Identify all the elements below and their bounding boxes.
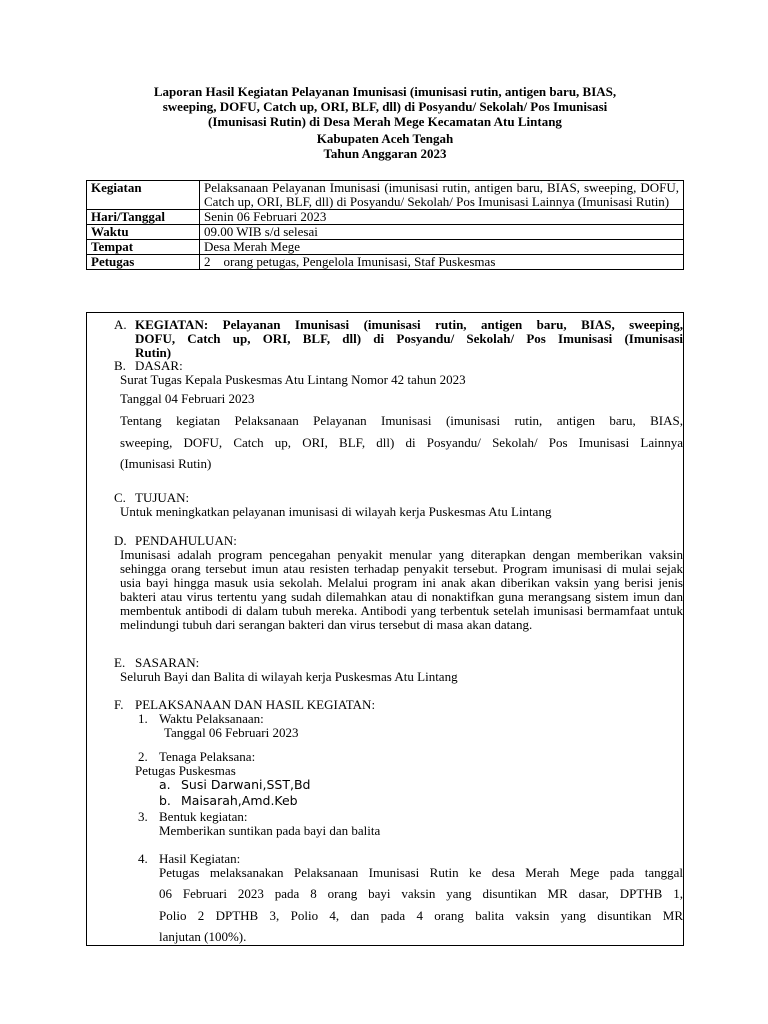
f-item-4-line-2: 06 Februari 2023 pada 8 orang bayi vaksin yang disuntikan MR dasar, DPTHB 1, <box>159 886 683 901</box>
section-d-marker: D. <box>114 533 127 548</box>
f-item-4-line-1: Petugas melaksanakan Pelaksanaan Imunisasi Rutin ke desa Merah Mege pada tanggal <box>159 865 683 880</box>
section-f-marker: F. <box>114 697 124 712</box>
title-line-5: Tahun Anggaran 2023 <box>323 146 447 161</box>
title-line-2: sweeping, DOFU, Catch up, ORI, BLF, dll) di Posyandu/ Sekolah/ Pos Imunisasi <box>162 99 608 114</box>
info-row-hari <box>87 210 684 225</box>
f-item-2a-marker: a. <box>159 777 171 792</box>
section-b-line-2: Tanggal 04 Februari 2023 <box>120 391 255 406</box>
hari-tanggal-label: Hari/Tanggal <box>87 210 200 225</box>
report-title <box>100 84 670 161</box>
waktu-label: Waktu <box>87 225 200 240</box>
f-item-2-number: 2. <box>138 749 148 764</box>
section-f-heading: PELAKSANAAN DAN HASIL KEGIATAN: <box>135 697 376 712</box>
section-d-body: Imunisasi adalah program pencegahan penyakit menular yang diterapkan dengan memberikan vaksin sehingga orang tersebut imun atau resisten terhadap penyakit tersebut. Program imunisasi di mulai sejak usia bayi hingga masuk usia sekolah. Melalui program ini anak akan diberikan vaksin yang berisi jenis bakteri atau virus tertentu yang sudah dilemahkan atau di nonaktifkan guna merangsang sistem imun dan membentuk antibodi di dalam tubuh mereka. Antibodi yang terbentuk setelah imunisasi bermamfaat untuk melindungi tubuh dari serangan bakteri dan virus tersebut di masa akan datang. <box>120 547 683 632</box>
section-b-line-5: (Imunisasi Rutin) <box>120 456 212 471</box>
kegiatan-label: Kegiatan <box>87 181 200 210</box>
section-b-marker: B. <box>114 358 126 373</box>
section-d-heading: PENDAHULUAN: <box>135 533 237 548</box>
tempat-value: Desa Merah Mege <box>200 240 684 255</box>
section-b-heading: DASAR: <box>135 358 183 373</box>
f-item-4-line-4: lanjutan (100%). <box>159 929 247 944</box>
section-b-line-4: sweeping, DOFU, Catch up, ORI, BLF, dll) di Posyandu/ Sekolah/ Pos Imunisasi Lainnya <box>120 435 683 450</box>
f-item-4-number: 4. <box>138 851 148 866</box>
hari-tanggal-value: Senin 06 Februari 2023 <box>200 210 684 225</box>
section-b-line-3: Tentang kegiatan Pelaksanaan Pelayanan Imunisasi (imunisasi rutin, antigen baru, BIAS, <box>120 413 683 428</box>
section-e-marker: E. <box>114 655 126 670</box>
section-a-line-2: DOFU, Catch up, ORI, BLF, dll) di Posyandu/ Sekolah/ Pos Imunisasi (Imunisasi <box>135 331 683 346</box>
section-a-marker: A. <box>114 317 127 332</box>
info-row-petugas <box>87 255 684 270</box>
section-c-body: Untuk meningkatkan pelayanan imunisasi di wilayah kerja Puskesmas Atu Lintang <box>120 504 552 519</box>
kegiatan-value: Pelaksanaan Pelayanan Imunisasi (imunisasi rutin, antigen baru, BIAS, sweeping, DOFU, Catch up, ORI, BLF, dll) di Posyandu/ Sekolah/ Pos Imunisasi Lainnya (Imunisasi Rutin) <box>200 181 684 210</box>
title-line-4: Kabupaten Aceh Tengah <box>316 131 454 146</box>
f-item-3-value: Memberikan suntikan pada bayi dan balita <box>159 823 381 838</box>
f-item-4-label: Hasil Kegiatan: <box>159 851 241 866</box>
f-item-3-label: Bentuk kegiatan: <box>159 809 248 824</box>
info-row-kegiatan <box>87 181 684 210</box>
f-item-2-label: Tenaga Pelaksana: <box>159 749 256 764</box>
info-row-waktu <box>87 225 684 240</box>
section-a-line-3: Rutin) <box>135 345 172 360</box>
f-item-1-value: Tanggal 06 Februari 2023 <box>164 725 299 740</box>
f-item-1-number: 1. <box>138 711 148 726</box>
section-e-body: Seluruh Bayi dan Balita di wilayah kerja Puskesmas Atu Lintang <box>120 669 458 684</box>
petugas-value: 2 orang petugas, Pengelola Imunisasi, Staf Puskesmas <box>200 255 684 270</box>
info-row-tempat <box>87 240 684 255</box>
f-item-2a-name: Susi Darwani,SST,Bd <box>181 777 311 792</box>
waktu-value: 09.00 WIB s/d selesai <box>200 225 684 240</box>
section-c-marker: C. <box>114 490 126 505</box>
section-a-line-1: KEGIATAN: Pelayanan Imunisasi (imunisasi rutin, antigen baru, BIAS, sweeping, <box>135 317 683 332</box>
title-line-1: Laporan Hasil Kegiatan Pelayanan Imunisasi (imunisasi rutin, antigen baru, BIAS, <box>153 84 617 99</box>
section-c-heading: TUJUAN: <box>135 490 190 505</box>
petugas-label: Petugas <box>87 255 200 270</box>
f-item-2b-name: Maisarah,Amd.Keb <box>181 793 298 808</box>
tempat-label: Tempat <box>87 240 200 255</box>
f-item-2-subtitle: Petugas Puskesmas <box>135 763 236 778</box>
section-b-line-1: Surat Tugas Kepala Puskesmas Atu Lintang Nomor 42 tahun 2023 <box>120 372 466 387</box>
f-item-3-number: 3. <box>138 809 148 824</box>
section-e-heading: SASARAN: <box>135 655 200 670</box>
f-item-1-label: Waktu Pelaksanaan: <box>159 711 264 726</box>
title-line-3: (Imunisasi Rutin) di Desa Merah Mege Kecamatan Atu Lintang <box>208 114 562 129</box>
f-item-4-line-3: Polio 2 DPTHB 3, Polio 4, dan pada 4 orang balita vaksin yang disuntikan MR <box>159 908 683 923</box>
f-item-2b-marker: b. <box>159 793 171 808</box>
activity-info-table <box>86 180 684 270</box>
